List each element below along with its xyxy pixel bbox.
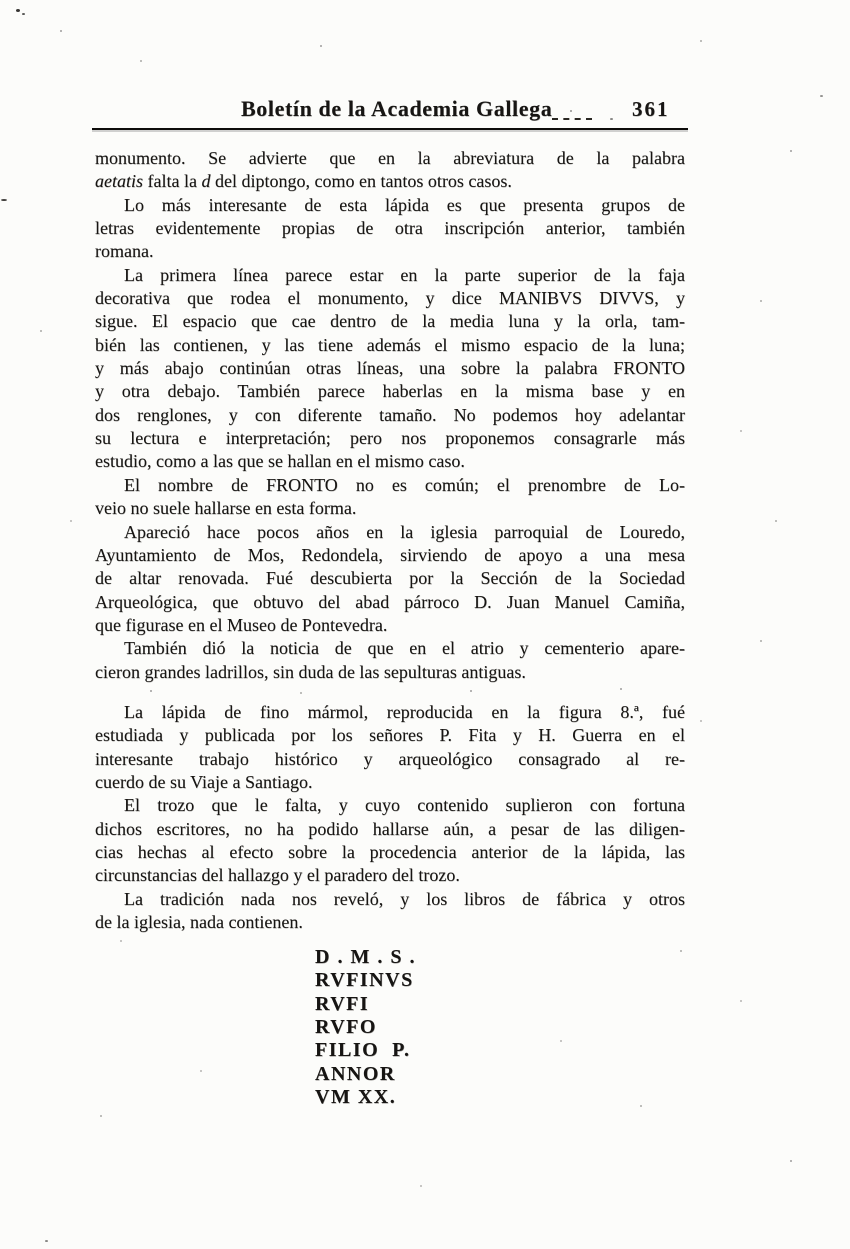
text-line: Arqueológica, que obtuvo del abad párroco D. Juan Manuel Camiña, bbox=[95, 591, 685, 612]
inscription-line: D . M . S . bbox=[315, 946, 416, 968]
noise-speck bbox=[70, 520, 72, 522]
inscription-line: RVFI bbox=[315, 992, 370, 1015]
text-line: Apareció hace pocos años en la iglesia parroquial de Louredo, bbox=[124, 521, 685, 542]
noise-speck bbox=[680, 950, 682, 952]
text-line: veio no suele hallarse en esta forma. bbox=[95, 498, 357, 519]
paragraph bbox=[95, 701, 685, 794]
noise-speck bbox=[760, 640, 762, 642]
noise-speck bbox=[320, 45, 322, 47]
text-line: cieron grandes ladrillos, sin duda de las sepulturas antiguas. bbox=[95, 661, 526, 682]
inscription-line: FILIO P. bbox=[315, 1039, 411, 1062]
text-line: circunstancias del hallazgo y el paradero del trozo. bbox=[95, 865, 460, 886]
inscription-line: RVFO bbox=[315, 1016, 377, 1039]
text-line: de la iglesia, nada contienen. bbox=[95, 912, 303, 932]
paragraph bbox=[95, 637, 685, 684]
text-line: su lectura e interpretación; pero nos proponemos consagrarle más bbox=[95, 428, 685, 449]
noise-speck bbox=[100, 1115, 102, 1117]
paragraph bbox=[95, 794, 685, 887]
page-body bbox=[95, 147, 685, 934]
text-line: bién las contienen, y las tiene además el mismo espacio de la luna; bbox=[95, 334, 685, 355]
noise-speck bbox=[820, 95, 823, 97]
latin-inscription bbox=[315, 946, 416, 1109]
text-line: y más abajo continúan otras líneas, una sobre la palabra FRONTO bbox=[95, 358, 685, 379]
noise-speck bbox=[40, 330, 42, 332]
text-line: dichos escritores, no ha podido hallarse aún, a pesar de las diligen- bbox=[95, 818, 685, 839]
paragraph bbox=[95, 264, 685, 474]
noise-speck bbox=[22, 13, 25, 15]
text-line bbox=[95, 170, 685, 193]
regular-text: falta la bbox=[143, 171, 202, 192]
noise-speck bbox=[16, 9, 20, 12]
noise-speck bbox=[775, 520, 777, 522]
noise-speck bbox=[45, 1240, 48, 1242]
journal-title: Boletín de la Academia Gallega bbox=[241, 96, 553, 121]
text-line: estudio, como a las que se hallan en el mismo caso. bbox=[95, 451, 465, 472]
text-line: La primera línea parece estar en la parte superior de la faja bbox=[124, 264, 685, 285]
italic-text: aetatis bbox=[95, 171, 143, 192]
text-line: El trozo que le falta, y cuyo contenido suplieron con fortuna bbox=[124, 795, 685, 816]
noise-speck bbox=[790, 150, 792, 152]
paragraph bbox=[95, 521, 685, 638]
noise-speck bbox=[60, 30, 62, 32]
noise-speck bbox=[700, 720, 702, 722]
noise-speck bbox=[420, 1185, 422, 1187]
noise-speck bbox=[760, 300, 762, 302]
inscription-line: ANNOR bbox=[315, 1062, 396, 1085]
noise-speck bbox=[560, 1040, 562, 1042]
title-underline-dashes bbox=[552, 104, 592, 120]
text-line: de altar renovada. Fué descubierta por la Sección de la Sociedad bbox=[95, 568, 685, 589]
paragraph bbox=[95, 474, 685, 521]
text-line: cuerdo de su Viaje a Santiago. bbox=[95, 771, 313, 792]
text-line: y otra debajo. También parece haberlas en la misma base y en bbox=[95, 381, 685, 402]
text-line: La lápida de fino mármol, reproducida en la figura 8.ª, fué bbox=[124, 701, 685, 722]
noise-speck bbox=[1, 199, 7, 201]
text-line: Lo más interesante de esta lápida es que presenta grupos de bbox=[124, 194, 685, 215]
noise-speck bbox=[640, 1105, 642, 1107]
text-line: monumento. Se advierte que en la abreviatura de la palabra bbox=[95, 148, 685, 168]
text-line: estudiada y publicada por los señores P. Fita y H. Guerra en el bbox=[95, 725, 685, 746]
inscription-line: RVFINVS bbox=[315, 969, 414, 992]
noise-speck bbox=[610, 118, 613, 120]
paragraph bbox=[95, 888, 685, 935]
inscription-line: VM XX. bbox=[315, 1086, 397, 1109]
noise-speck bbox=[140, 60, 142, 62]
italic-text: d bbox=[201, 171, 211, 192]
text-line: cias hechas al efecto sobre la procedencia anterior de la lápida, las bbox=[95, 841, 685, 862]
text-line: dos renglones, y con diferente tamaño. No podemos hoy adelantar bbox=[95, 404, 685, 425]
text-line: romana. bbox=[95, 241, 154, 262]
text-line: sigue. El espacio que cae dentro de la media luna y la orla, tam- bbox=[95, 311, 685, 332]
noise-speck bbox=[120, 940, 122, 942]
noise-speck bbox=[700, 40, 702, 42]
noise-speck bbox=[200, 1070, 202, 1072]
text-line: letras evidentemente propias de otra inscripción anterior, también bbox=[95, 218, 685, 239]
text-line: La tradición nada nos reveló, y los libros de fábrica y otros bbox=[124, 888, 685, 909]
noise-speck bbox=[740, 430, 742, 432]
noise-speck bbox=[740, 1000, 742, 1002]
text-line: decorativa que rodea el monumento, y dice MANIBVS DIVVS, y bbox=[95, 288, 685, 309]
text-line: que figurase en el Museo de Pontevedra. bbox=[95, 614, 388, 635]
text-line: interesante trabajo histórico y arqueológico consagrado al re- bbox=[95, 748, 685, 769]
noise-speck bbox=[790, 1160, 792, 1162]
text-line: También dió la noticia de que en el atrio y cementerio apare- bbox=[124, 638, 685, 659]
regular-text: del diptongo, como en tantos otros casos. bbox=[210, 171, 512, 192]
text-line: Ayuntamiento de Mos, Redondela, sirviendo de apoyo a una mesa bbox=[95, 544, 685, 565]
text-line: El nombre de FRONTO no es común; el prenombre de Lo- bbox=[124, 474, 685, 495]
header-rule bbox=[92, 128, 688, 130]
paragraph bbox=[95, 147, 685, 194]
page-number: 361 bbox=[632, 97, 670, 121]
paragraph bbox=[95, 194, 685, 264]
